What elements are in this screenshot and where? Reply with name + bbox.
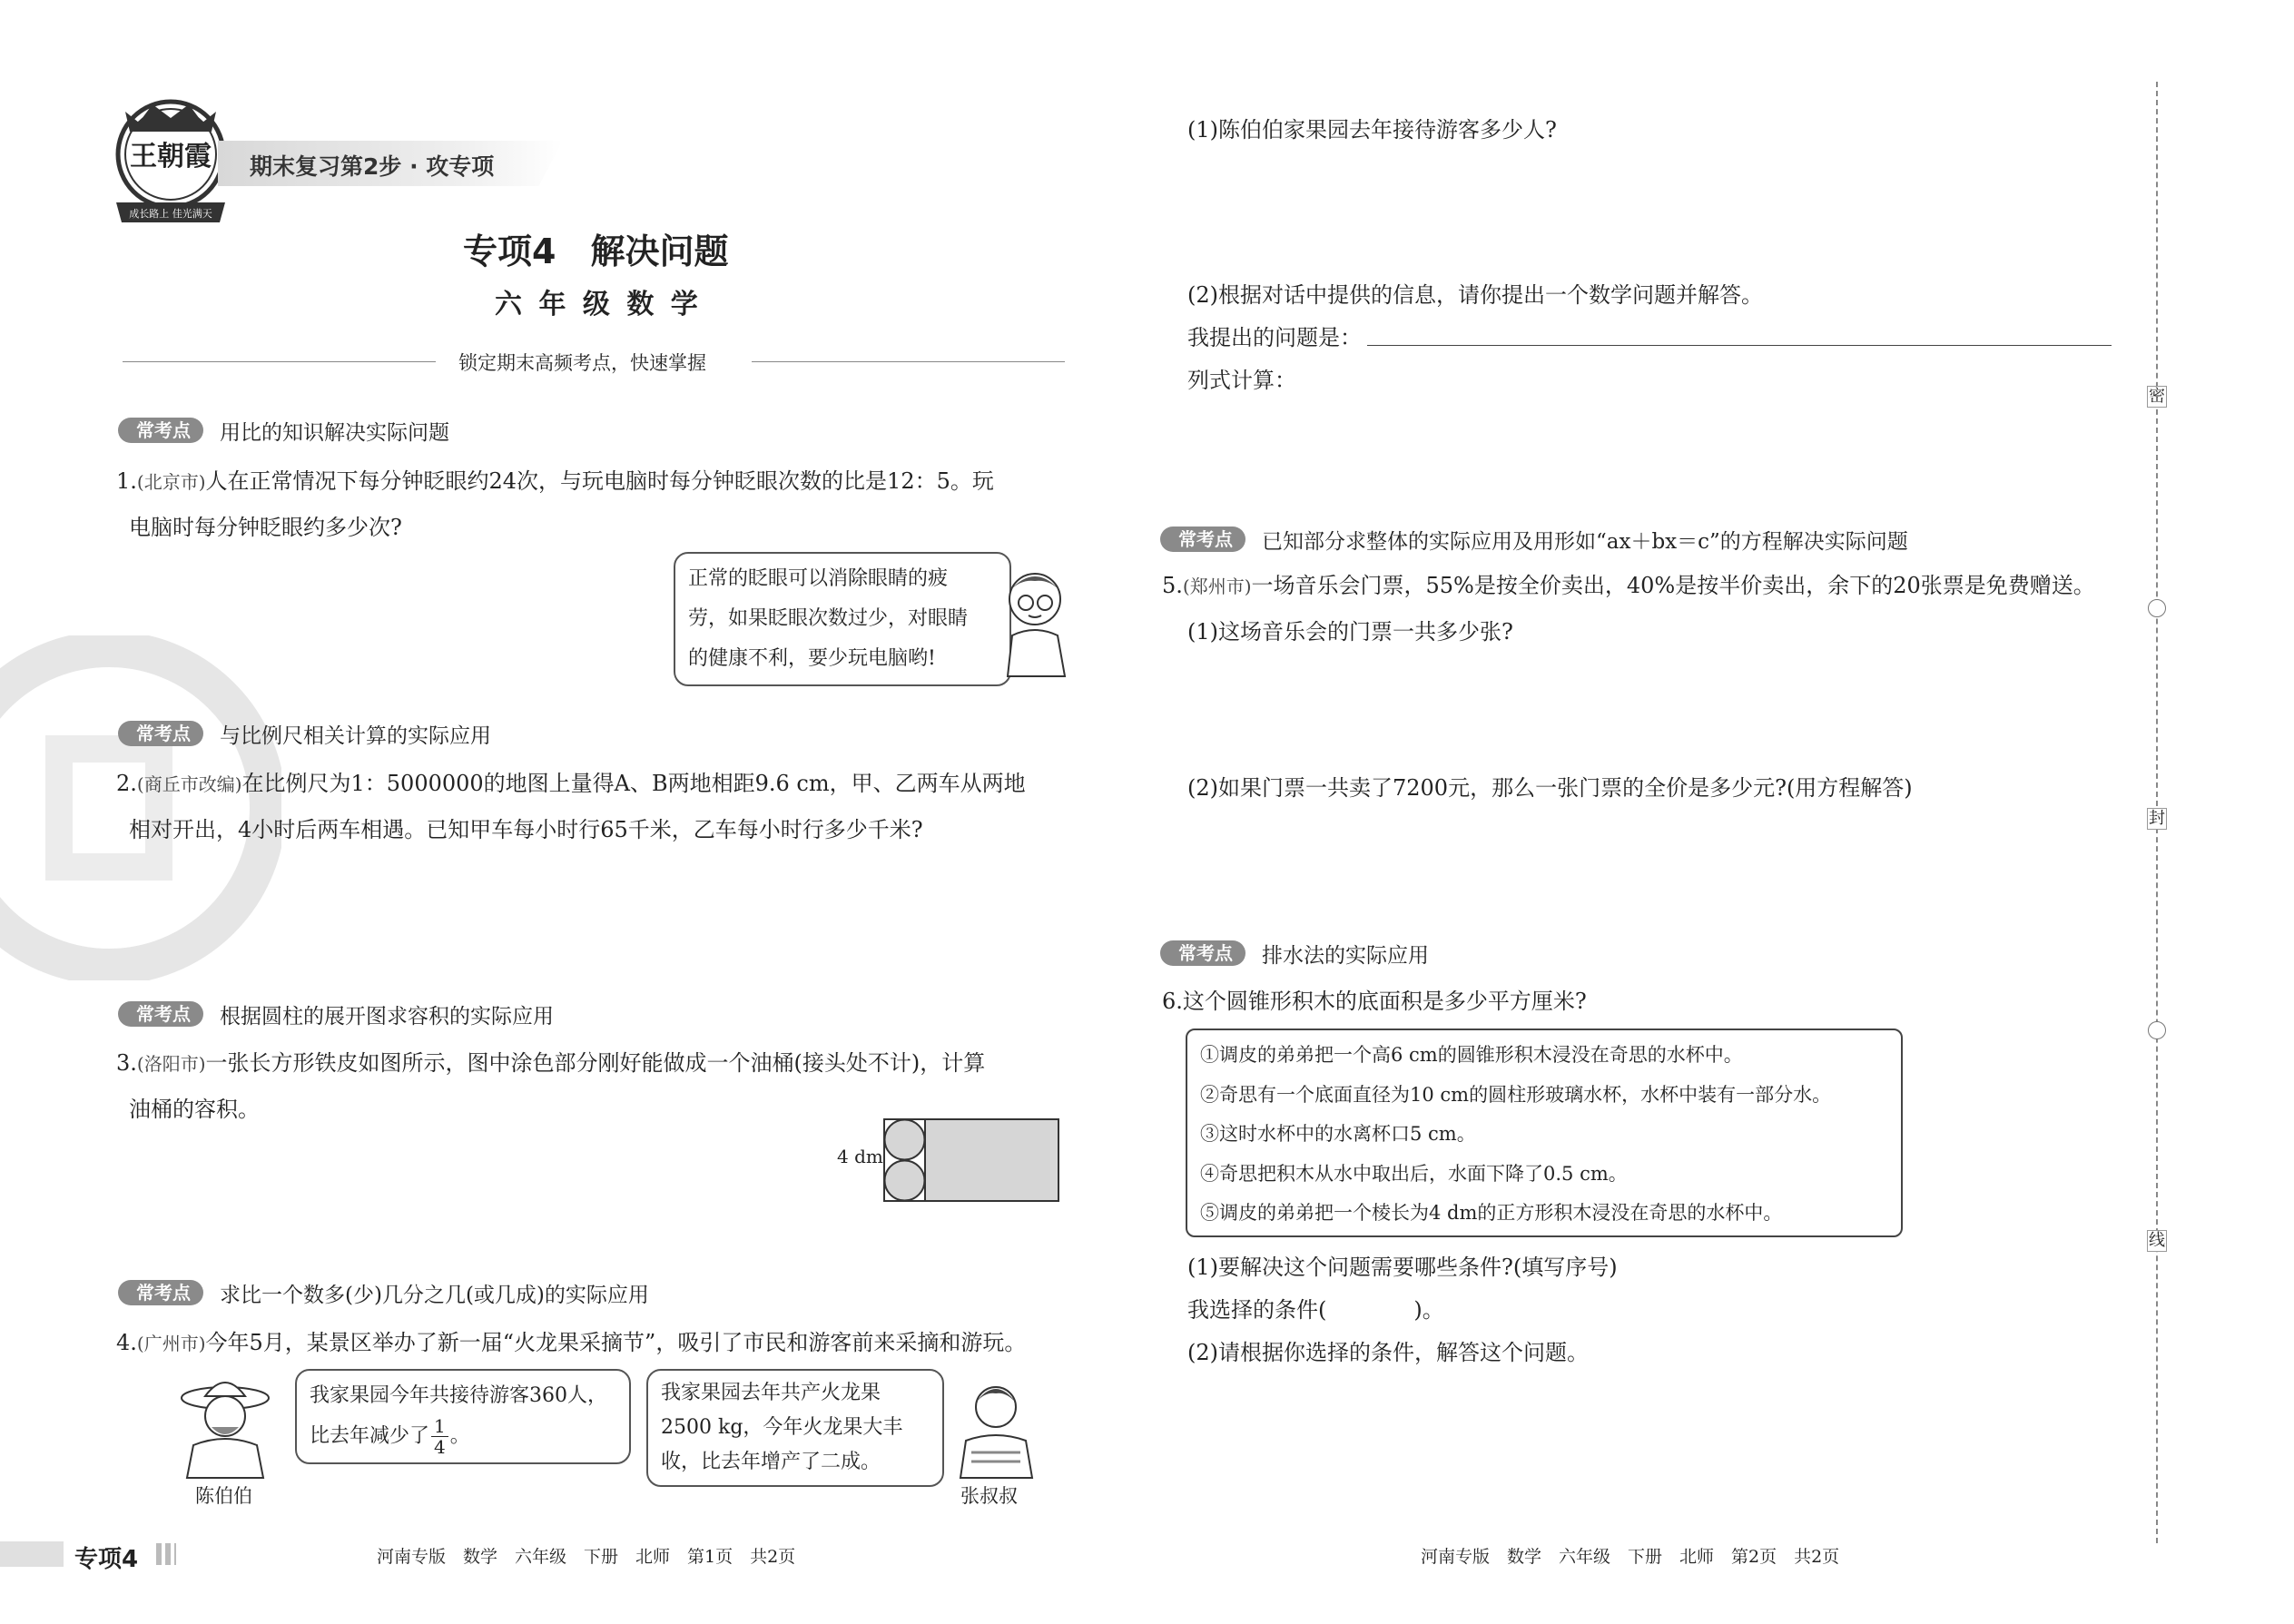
page-title: 专项4 解决问题	[463, 231, 729, 271]
header-banner-text: 期末复习第2步 · 攻专项	[250, 153, 495, 180]
slogan: 锁定期末高频考点，快速掌握	[458, 352, 706, 374]
question-text: 电脑时每分钟眨眼约多少次?	[129, 515, 402, 540]
section-heading-scale	[118, 721, 491, 746]
logo-text: 王朝霞	[130, 141, 212, 172]
section-badge: 常考点	[1160, 940, 1245, 966]
footer-tag-bar	[0, 1541, 64, 1567]
question-5	[1162, 563, 2095, 655]
question-source: (洛阳市)	[136, 1053, 206, 1075]
farmer-illustration	[180, 1371, 275, 1480]
condition-item: ②奇思有一个底面直径为10 cm的圆柱形玻璃水杯，水杯中装有一部分水。	[1200, 1083, 1832, 1106]
question-source: (广州市)	[136, 1333, 206, 1354]
q5-subquestion-1: (1)这场音乐会的门票一共多少张?	[1187, 619, 1513, 645]
speaker-name-zhang: 张叔叔	[960, 1485, 1018, 1507]
q6-subquestion-1: (1)要解决这个问题需要哪些条件?(填写序号)	[1187, 1255, 1618, 1280]
q6-subquestions	[1187, 1246, 1618, 1374]
speech-bubble-eyes	[674, 552, 1011, 686]
footer-tag: 专项4	[74, 1546, 139, 1573]
question-source: (商丘市改编)	[136, 773, 242, 795]
q4-ask-label: 我提出的问题是：	[1187, 325, 1362, 350]
question-number: 1.	[116, 468, 137, 494]
section-badge: 常考点	[118, 418, 203, 443]
slogan-rule-left	[123, 361, 436, 362]
question-text: 人在正常情况下每分钟眨眼约24次，与玩电脑时每分钟眨眼次数的比是12：5。玩	[205, 468, 994, 494]
section-heading-displacement	[1160, 940, 1429, 966]
bubble-line: 的健康不利，要少玩电脑哟!	[688, 647, 936, 670]
question-text: 一场音乐会门票，55%是按全价卖出，40%是按半价卖出，余下的20张票是免费赠送。	[1251, 573, 2095, 598]
bubble-line: 我家果园去年共产火龙果	[661, 1382, 881, 1404]
bubble-line: 2500 kg，今年火龙果大丰	[661, 1416, 903, 1439]
q4-subquestion-1: (1)陈伯伯家果园去年接待游客多少人?	[1187, 117, 1557, 143]
q6-subquestion-2: (2)请根据你选择的条件，解答这个问题。	[1187, 1340, 1589, 1365]
bubble-line: 劳，如果眨眼次数过少，对眼睛	[688, 607, 969, 630]
speaker-name-chen: 陈伯伯	[195, 1485, 252, 1507]
q5-subquestion-2: (2)如果门票一共卖了7200元，那么一张门票的全价是多少元?(用方程解答)	[1187, 775, 1913, 801]
section-heading-ratio	[118, 418, 449, 443]
section-title: 排水法的实际应用	[1262, 943, 1429, 968]
slogan-rule-right	[752, 361, 1065, 362]
speech-bubble-zhang	[646, 1369, 944, 1487]
fraction-denominator: 4	[434, 1436, 446, 1458]
footer-right: 河南专版 数学 六年级 下册 北师 第2页 共2页	[1421, 1547, 1840, 1567]
footer-dots	[156, 1543, 176, 1565]
question-number: 3.	[116, 1050, 137, 1076]
section-title: 求比一个数多(少)几分之几(或几成)的实际应用	[220, 1283, 649, 1307]
binding-label-feng: 封	[2149, 809, 2165, 828]
question-text: 相对开出，4小时后两车相遇。已知甲车每小时行65千米，乙车每小时行多少千米?	[129, 817, 923, 842]
question-number: 4.	[116, 1330, 137, 1355]
question-source: (北京市)	[136, 471, 206, 493]
fraction-one-quarter	[431, 1416, 448, 1457]
section-badge: 常考点	[118, 1280, 203, 1305]
section-heading-cylinder	[118, 1001, 554, 1027]
bubble-line: 收，比去年增产了二成。	[661, 1451, 881, 1473]
condition-item: ④奇思把积木从水中取出后，水面下降了0.5 cm。	[1200, 1162, 1628, 1185]
bubble-line	[310, 1416, 616, 1457]
bubble-line: 正常的眨眼可以消除眼睛的疲	[688, 567, 949, 590]
binding-label-mi: 密	[2149, 387, 2165, 406]
conditions-box	[1186, 1029, 1903, 1237]
binding-hole	[2148, 1021, 2166, 1039]
condition-item: ⑤调皮的弟弟把一个棱长为4 dm的正方形积木浸没在奇思的水杯中。	[1200, 1202, 1783, 1224]
q4-calc-label: 列式计算：	[1187, 368, 1296, 393]
question-source: (郑州市)	[1182, 576, 1252, 597]
condition-item: ③这时水杯中的水离杯口5 cm。	[1200, 1123, 1476, 1145]
question-4	[116, 1320, 1026, 1366]
question-text: 这个圆锥形积木的底面积是多少平方厘米?	[1182, 989, 1587, 1014]
section-title: 已知部分求整体的实际应用及用形如“ax＋bx＝c”的方程解决实际问题	[1262, 529, 1908, 554]
section-heading-fraction	[118, 1280, 649, 1305]
question-text: 在比例尺为1：5000000的地图上量得A、B两地相距9.6 cm，甲、乙两车从两地	[241, 771, 1026, 796]
bubble-text: 比去年减少了	[310, 1424, 430, 1448]
logo-subtext: 成长路上 佳光满天	[129, 208, 212, 220]
section-title: 与比例尺相关计算的实际应用	[220, 723, 491, 748]
question-text: 油桶的容积。	[129, 1097, 260, 1122]
binding-hole	[2148, 599, 2166, 617]
footer-left: 河南专版 数学 六年级 下册 北师 第1页 共2页	[377, 1547, 796, 1567]
section-title: 用比的知识解决实际问题	[220, 420, 449, 445]
iron-sheet-figure	[883, 1118, 1060, 1202]
section-badge: 常考点	[1160, 527, 1245, 552]
question-1	[116, 458, 994, 550]
condition-item: ①调皮的弟弟把一个高6 cm的圆锥形积木浸没在奇思的水杯中。	[1200, 1044, 1743, 1066]
section-heading-equation	[1160, 527, 1908, 552]
question-2	[116, 761, 1026, 852]
question-number: 2.	[116, 771, 137, 796]
section-badge: 常考点	[118, 721, 203, 746]
figure-dimension-label: 4 dm	[837, 1146, 883, 1167]
boy-illustration	[994, 563, 1080, 681]
question-3	[116, 1040, 985, 1132]
question-number: 6.	[1162, 989, 1183, 1014]
bubble-line: 我家果园今年共接待游客360人，	[310, 1384, 607, 1407]
section-title: 根据圆柱的展开图求容积的实际应用	[220, 1004, 554, 1029]
question-text: 一张长方形铁皮如图所示，图中涂色部分刚好能做成一个油桶(接头处不计)，计算	[205, 1050, 986, 1076]
uncle-illustration	[953, 1375, 1039, 1480]
question-text: 今年5月，某景区举办了新一届“火龙果采摘节”，吸引了市民和游客前来采摘和游玩。	[205, 1330, 1027, 1355]
q6-choose-conditions[interactable]: 我选择的条件( )。	[1187, 1297, 1444, 1323]
answer-line[interactable]	[1367, 345, 2112, 346]
page-subtitle: 六 年 级 数 学	[495, 289, 702, 320]
brand-logo	[107, 95, 234, 231]
speech-bubble-chen	[295, 1369, 631, 1464]
section-badge: 常考点	[118, 1001, 203, 1027]
question-6	[1162, 979, 1587, 1024]
q4-subquestion-2: (2)根据对话中提供的信息，请你提出一个数学问题并解答。	[1187, 282, 1763, 308]
fraction-numerator: 1	[431, 1416, 448, 1437]
bubble-text: 。	[449, 1424, 470, 1448]
question-number: 5.	[1162, 573, 1183, 598]
binding-label-xian: 线	[2149, 1231, 2165, 1250]
